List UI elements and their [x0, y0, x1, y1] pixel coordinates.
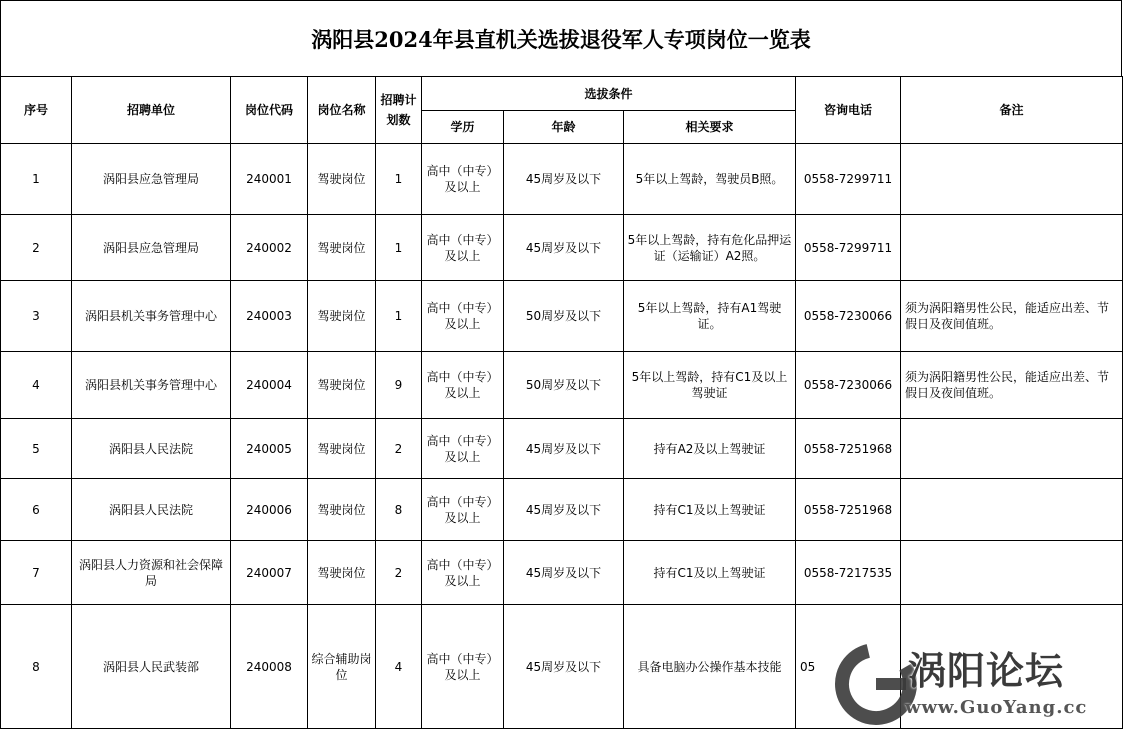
table-row [1, 419, 1123, 479]
header-plan: 招聘计划数 [376, 77, 422, 144]
cell-seq: 6 [1, 479, 72, 541]
cell-requirements: 5年以上驾龄，驾驶员B照。 [624, 144, 796, 215]
table-row [1, 541, 1123, 605]
cell-phone: 0558-7230066 [796, 281, 901, 352]
cell-education: 高中（中专）及以上 [422, 215, 504, 281]
cell-remarks [901, 541, 1123, 605]
cell-education: 高中（中专）及以上 [422, 479, 504, 541]
cell-phone: 05 [796, 605, 901, 729]
cell-age: 45周岁及以下 [504, 541, 624, 605]
cell-code: 240002 [231, 215, 308, 281]
cell-unit: 涡阳县人力资源和社会保障局 [72, 541, 231, 605]
watermark-url: www.GuoYang.cc [905, 697, 1088, 718]
cell-phone: 0558-7230066 [796, 352, 901, 419]
cell-age: 45周岁及以下 [504, 605, 624, 729]
cell-remarks: 须为涡阳籍男性公民，能适应出差、节假日及夜间值班。 [901, 281, 1123, 352]
page-title: 涡阳县2024年县直机关选拔退役军人专项岗位一览表 [311, 26, 811, 52]
cell-phone: 0558-7251968 [796, 479, 901, 541]
cell-education: 高中（中专）及以上 [422, 541, 504, 605]
header-phone: 咨询电话 [796, 77, 901, 144]
cell-phone: 0558-7299711 [796, 215, 901, 281]
cell-code: 240004 [231, 352, 308, 419]
cell-education: 高中（中专）及以上 [422, 144, 504, 215]
cell-unit: 涡阳县应急管理局 [72, 144, 231, 215]
header-requirements: 相关要求 [624, 111, 796, 144]
table-row [1, 352, 1123, 419]
cell-plan: 1 [376, 144, 422, 215]
cell-name: 驾驶岗位 [308, 144, 376, 215]
cell-phone: 0558-7217535 [796, 541, 901, 605]
cell-name: 综合辅助岗位 [308, 605, 376, 729]
cell-name: 驾驶岗位 [308, 419, 376, 479]
cell-seq: 5 [1, 419, 72, 479]
cell-requirements: 持有C1及以上驾驶证 [624, 479, 796, 541]
cell-code: 240006 [231, 479, 308, 541]
cell-age: 50周岁及以下 [504, 281, 624, 352]
cell-seq: 2 [1, 215, 72, 281]
cell-age: 45周岁及以下 [504, 419, 624, 479]
cell-code: 240008 [231, 605, 308, 729]
cell-phone: 0558-7299711 [796, 144, 901, 215]
cell-code: 240001 [231, 144, 308, 215]
cell-name: 驾驶岗位 [308, 352, 376, 419]
header-unit: 招聘单位 [72, 77, 231, 144]
cell-plan: 1 [376, 281, 422, 352]
cell-unit: 涡阳县人民武装部 [72, 605, 231, 729]
cell-education: 高中（中专）及以上 [422, 419, 504, 479]
cell-plan: 1 [376, 215, 422, 281]
cell-education: 高中（中专）及以上 [422, 281, 504, 352]
cell-seq: 4 [1, 352, 72, 419]
cell-remarks [901, 419, 1123, 479]
cell-seq: 3 [1, 281, 72, 352]
header-age: 年龄 [504, 111, 624, 144]
cell-requirements: 具备电脑办公操作基本技能 [624, 605, 796, 729]
cell-code: 240007 [231, 541, 308, 605]
cell-plan: 8 [376, 479, 422, 541]
cell-requirements: 5年以上驾龄，持有A1驾驶证。 [624, 281, 796, 352]
watermark-name: 涡阳论坛 [908, 649, 1065, 693]
cell-education: 高中（中专）及以上 [422, 605, 504, 729]
cell-code: 240005 [231, 419, 308, 479]
header-seq: 序号 [1, 77, 72, 144]
cell-remarks [901, 144, 1123, 215]
cell-age: 45周岁及以下 [504, 215, 624, 281]
header-education: 学历 [422, 111, 504, 144]
cell-age: 50周岁及以下 [504, 352, 624, 419]
cell-unit: 涡阳县人民法院 [72, 419, 231, 479]
cell-plan: 9 [376, 352, 422, 419]
cell-education: 高中（中专）及以上 [422, 352, 504, 419]
header-remarks: 备注 [901, 77, 1123, 144]
cell-name: 驾驶岗位 [308, 479, 376, 541]
cell-requirements: 5年以上驾龄，持有危化品押运证（运输证）A2照。 [624, 215, 796, 281]
cell-name: 驾驶岗位 [308, 541, 376, 605]
cell-unit: 涡阳县机关事务管理中心 [72, 352, 231, 419]
cell-seq: 7 [1, 541, 72, 605]
cell-seq: 1 [1, 144, 72, 215]
table-row [1, 281, 1123, 352]
cell-plan: 2 [376, 541, 422, 605]
cell-name: 驾驶岗位 [308, 215, 376, 281]
cell-requirements: 5年以上驾龄，持有C1及以上驾驶证 [624, 352, 796, 419]
cell-seq: 8 [1, 605, 72, 729]
cell-remarks [901, 215, 1123, 281]
header-conditions: 选拔条件 [422, 77, 796, 111]
cell-unit: 涡阳县应急管理局 [72, 215, 231, 281]
cell-plan: 4 [376, 605, 422, 729]
cell-remarks: 须为涡阳籍男性公民，能适应出差、节假日及夜间值班。 [901, 352, 1123, 419]
table-row [1, 479, 1123, 541]
cell-requirements: 持有A2及以上驾驶证 [624, 419, 796, 479]
cell-remarks [901, 479, 1123, 541]
table-row [1, 215, 1123, 281]
cell-age: 45周岁及以下 [504, 479, 624, 541]
cell-code: 240003 [231, 281, 308, 352]
cell-plan: 2 [376, 419, 422, 479]
table-row [1, 144, 1123, 215]
cell-name: 驾驶岗位 [308, 281, 376, 352]
cell-age: 45周岁及以下 [504, 144, 624, 215]
cell-unit: 涡阳县人民法院 [72, 479, 231, 541]
header-code: 岗位代码 [231, 77, 308, 144]
header-name: 岗位名称 [308, 77, 376, 144]
cell-requirements: 持有C1及以上驾驶证 [624, 541, 796, 605]
cell-unit: 涡阳县机关事务管理中心 [72, 281, 231, 352]
cell-phone: 0558-7251968 [796, 419, 901, 479]
title-row [0, 0, 1122, 76]
